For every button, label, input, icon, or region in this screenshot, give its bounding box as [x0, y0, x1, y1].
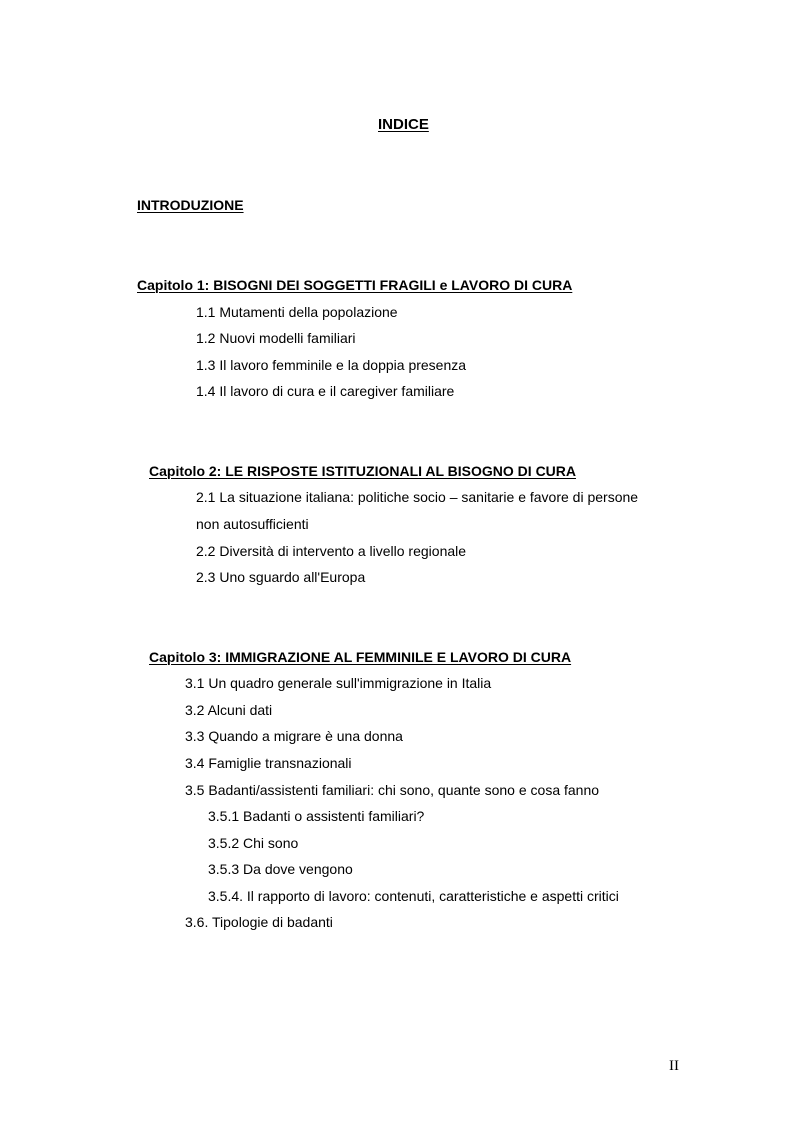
- toc-entry-3-6: 3.6. Tipologie di badanti: [185, 914, 333, 930]
- toc-entry-1-1: 1.1 Mutamenti della popolazione: [196, 304, 398, 320]
- toc-entry-3-2: 3.2 Alcuni dati: [185, 702, 273, 718]
- toc-entry-1-4: 1.4 Il lavoro di cura e il caregiver familiare: [196, 383, 455, 399]
- toc-entry-3-1: 3.1 Un quadro generale sull'immigrazione in Italia: [185, 675, 492, 691]
- toc-entry-2-1: 2.1 La situazione italiana: politiche socio – sanitarie e favore di persone: [196, 489, 639, 505]
- toc-entry-3-5-4: 3.5.4. Il rapporto di lavoro: contenuti, caratteristiche e aspetti critici: [208, 888, 619, 904]
- toc-entry-3-5-2: 3.5.2 Chi sono: [208, 835, 299, 851]
- page-number: II: [669, 1058, 679, 1074]
- toc-entry-2-2: 2.2 Diversità di intervento a livello regionale: [196, 543, 467, 559]
- toc-entry-3-5-1: 3.5.1 Badanti o assistenti familiari?: [208, 808, 425, 824]
- introduction-heading: INTRODUZIONE: [137, 197, 244, 213]
- toc-entry-2-3: 2.3 Uno sguardo all'Europa: [196, 569, 366, 585]
- toc-entry-3-4: 3.4 Famiglie transnazionali: [185, 755, 352, 771]
- toc-entry-3-5: 3.5 Badanti/assistenti familiari: chi sono, quante sono e cosa fanno: [185, 782, 600, 798]
- toc-entry-1-3: 1.3 Il lavoro femminile e la doppia presenza: [196, 357, 467, 373]
- chapter-1-heading: Capitolo 1: BISOGNI DEI SOGGETTI FRAGILI e LAVORO DI CURA: [137, 277, 573, 293]
- toc-entry-3-3: 3.3 Quando a migrare è una donna: [185, 728, 403, 744]
- chapter-2-heading: Capitolo 2: LE RISPOSTE ISTITUZIONALI AL BISOGNO DI CURA: [149, 463, 577, 479]
- toc-entry-1-2: 1.2 Nuovi modelli familiari: [196, 330, 356, 346]
- document-title: INDICE: [378, 116, 429, 133]
- toc-entry-2-1-continued: non autosufficienti: [196, 516, 309, 532]
- chapter-3-heading: Capitolo 3: IMMIGRAZIONE AL FEMMINILE E LAVORO DI CURA: [149, 649, 572, 665]
- toc-entry-3-5-3: 3.5.3 Da dove vengono: [208, 861, 353, 877]
